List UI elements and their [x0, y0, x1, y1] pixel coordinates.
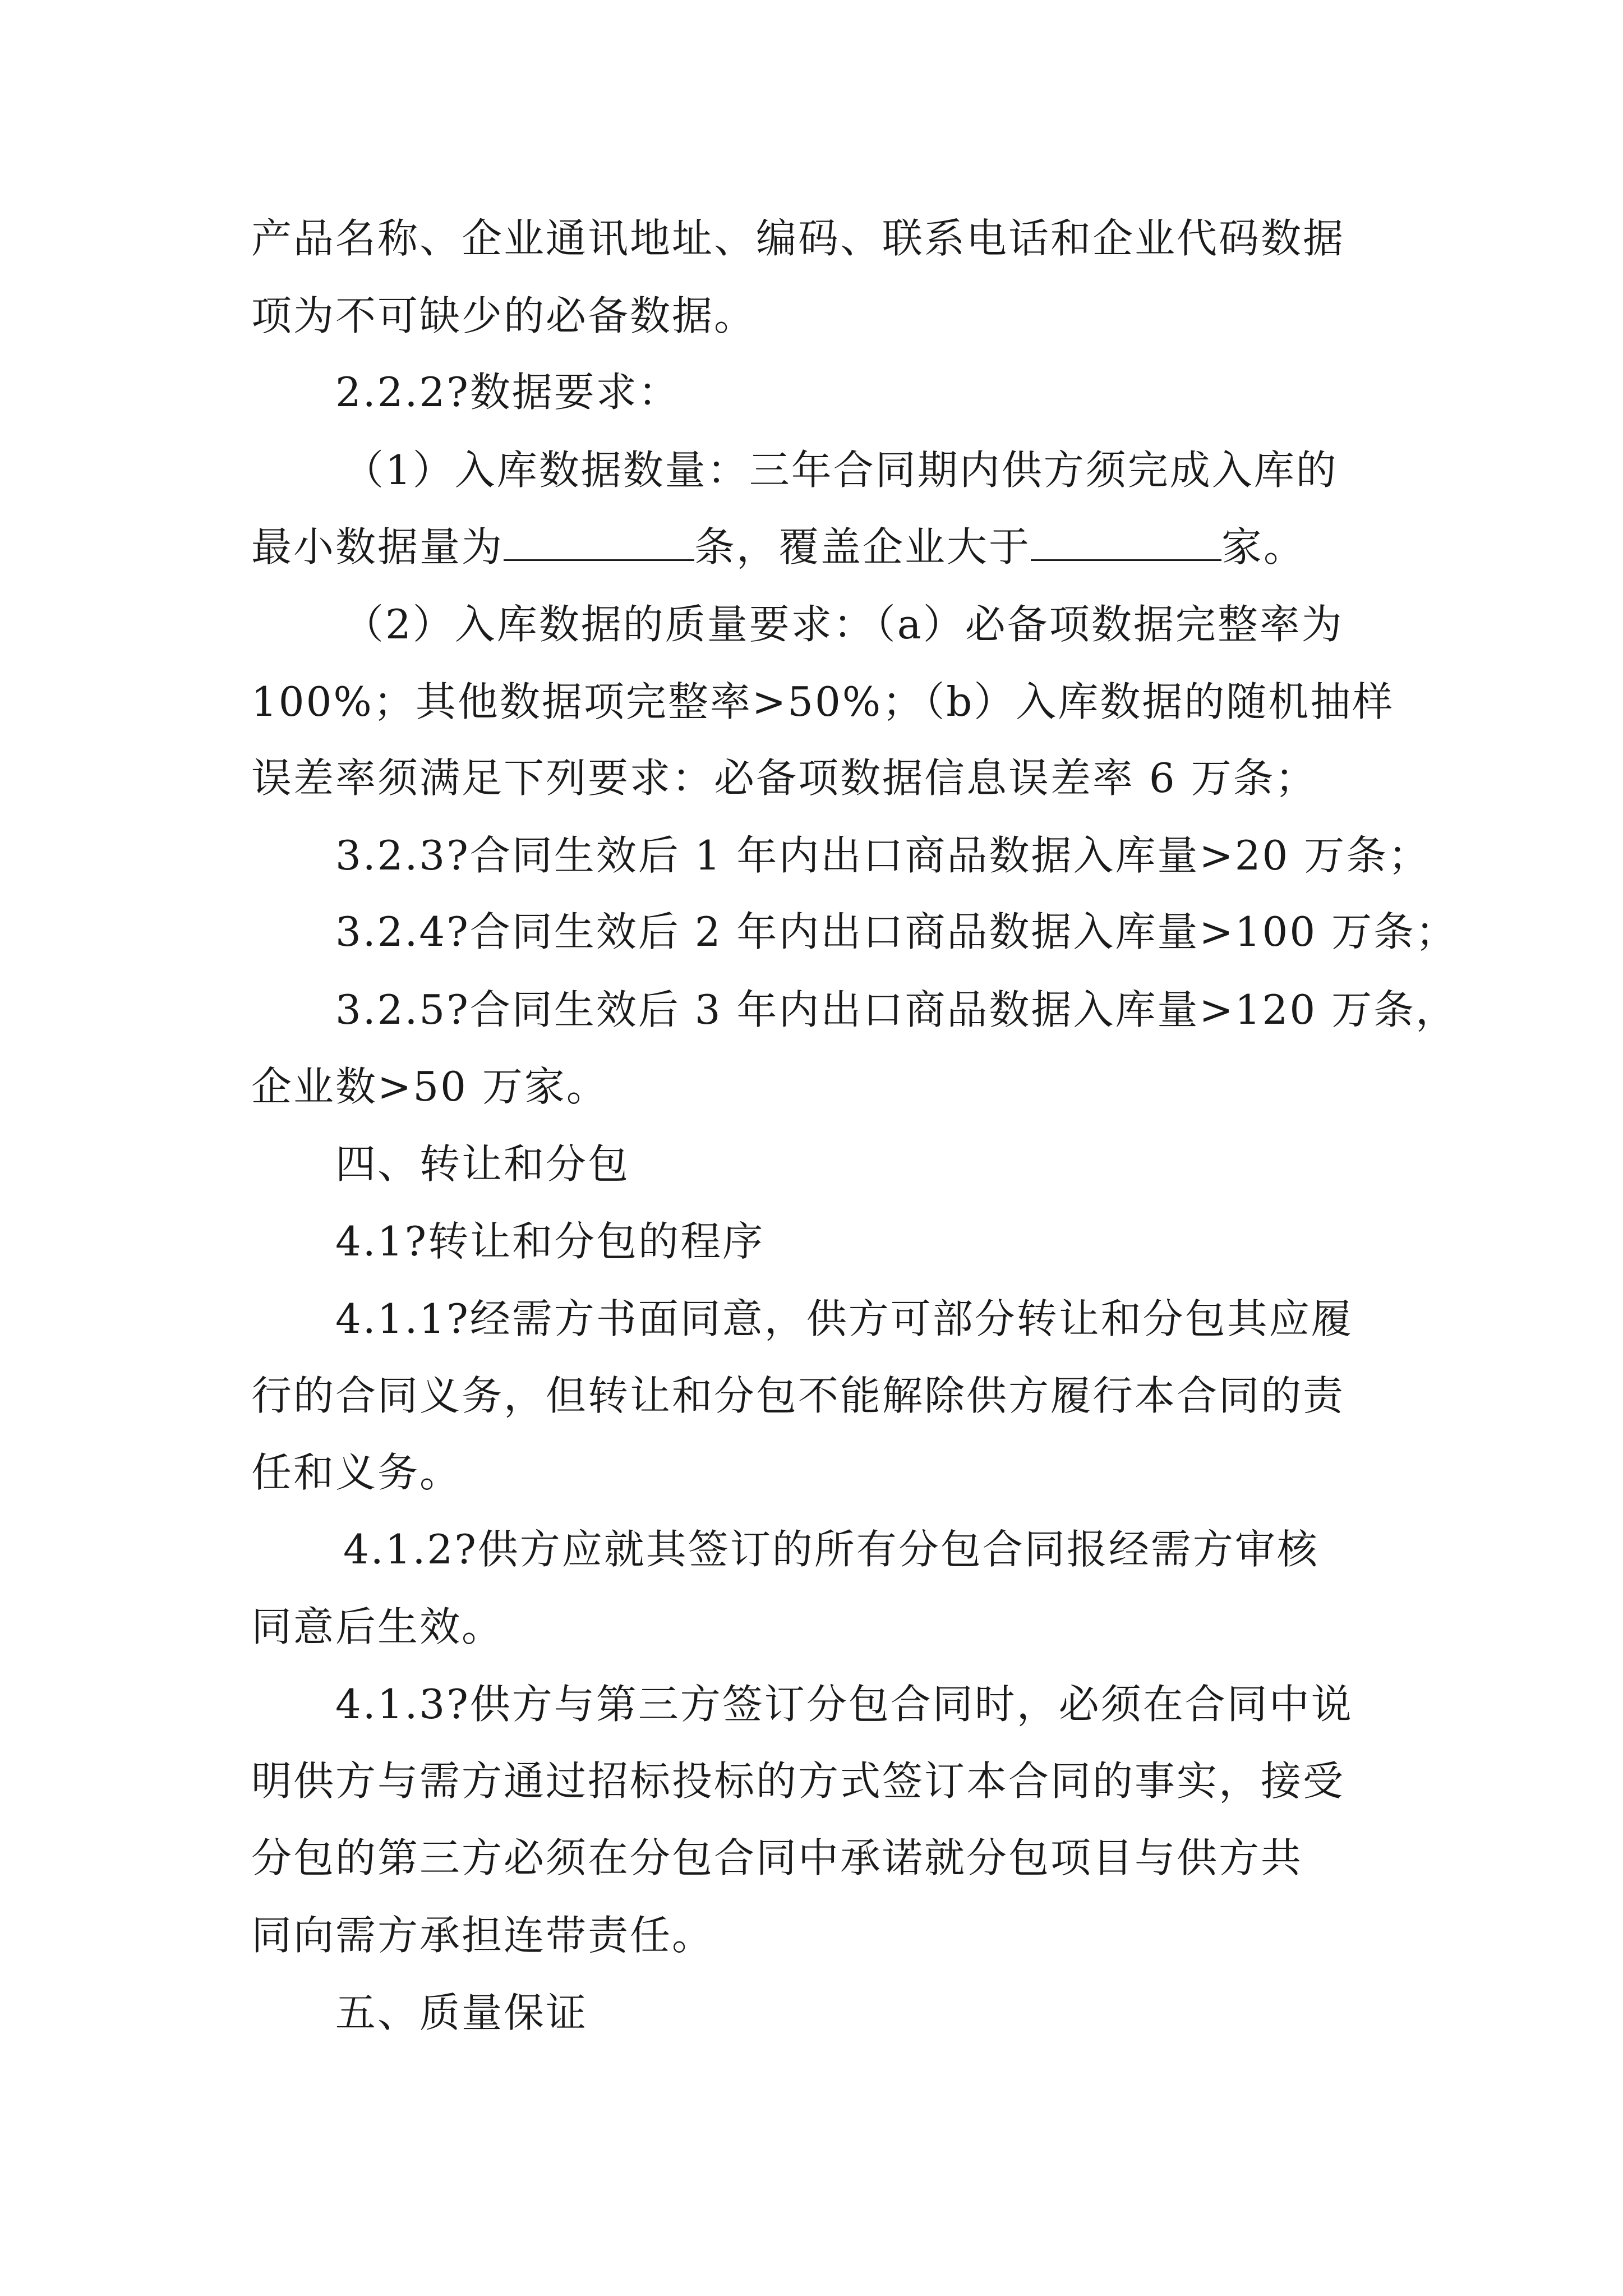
section-heading: 4.1?转让和分包的程序 [335, 1218, 765, 1265]
fill-text-1: 最小数据量为 [251, 523, 504, 570]
section-heading: 2.2.2?数据要求： [335, 369, 680, 416]
paragraph-line: 分包的第三方必须在分包合同中承诺就分包项目与供方共 [251, 1834, 1303, 1881]
paragraph-line: 明供方与需方通过招标投标的方式签订本合同的事实，接受 [251, 1757, 1345, 1805]
fill-text-3: 家。 [1221, 523, 1306, 570]
paragraph-line: 项为不可缺少的必备数据。 [251, 292, 757, 339]
paragraph-line: 4.1.3?供方与第三方签订分包合同时，必须在合同中说 [335, 1681, 1353, 1728]
paragraph-line: 同意后生效。 [251, 1603, 504, 1650]
blank-field [504, 524, 694, 561]
paragraph-line: 任和义务。 [251, 1449, 462, 1496]
paragraph-line: 3.2.4?合同生效后 2 年内出口商品数据入库量>100 万条； [335, 908, 1458, 955]
paragraph-line: 行的合同义务，但转让和分包不能解除供方履行本合同的责 [251, 1372, 1345, 1419]
section-heading: 四、转让和分包 [335, 1140, 630, 1188]
paragraph-line: 企业数>50 万家。 [251, 1063, 608, 1110]
paragraph-line: 同向需方承担连带责任。 [251, 1912, 714, 1959]
paragraph-line: 3.2.5?合同生效后 3 年内出口商品数据入库量>120 万条， [335, 986, 1458, 1033]
fill-in-line [251, 522, 1306, 572]
blank-field [1031, 524, 1221, 561]
paragraph-line: （2）入库数据的质量要求：（a）必备项数据完整率为 [343, 601, 1344, 648]
section-heading: 五、质量保证 [335, 1989, 588, 2036]
paragraph-line: 100%；其他数据项完整率>50%；（b）入库数据的随机抽样 [251, 678, 1395, 725]
paragraph-line: 4.1.2?供方应就其签订的所有分包合同报经需方审核 [343, 1526, 1319, 1573]
paragraph-line: （1）入库数据数量：三年合同期内供方须完成入库的 [343, 447, 1338, 494]
paragraph-line: 3.2.3?合同生效后 1 年内出口商品数据入库量>20 万条； [335, 832, 1431, 879]
fill-text-2: 条，覆盖企业大于 [694, 523, 1031, 570]
paragraph-line: 4.1.1?经需方书面同意，供方可部分转让和分包其应履 [335, 1295, 1353, 1342]
paragraph-line: 产品名称、企业通讯地址、编码、联系电话和企业代码数据 [251, 215, 1345, 262]
paragraph-line: 误差率须满足下列要求：必备项数据信息误差率 6 万条； [251, 754, 1317, 802]
